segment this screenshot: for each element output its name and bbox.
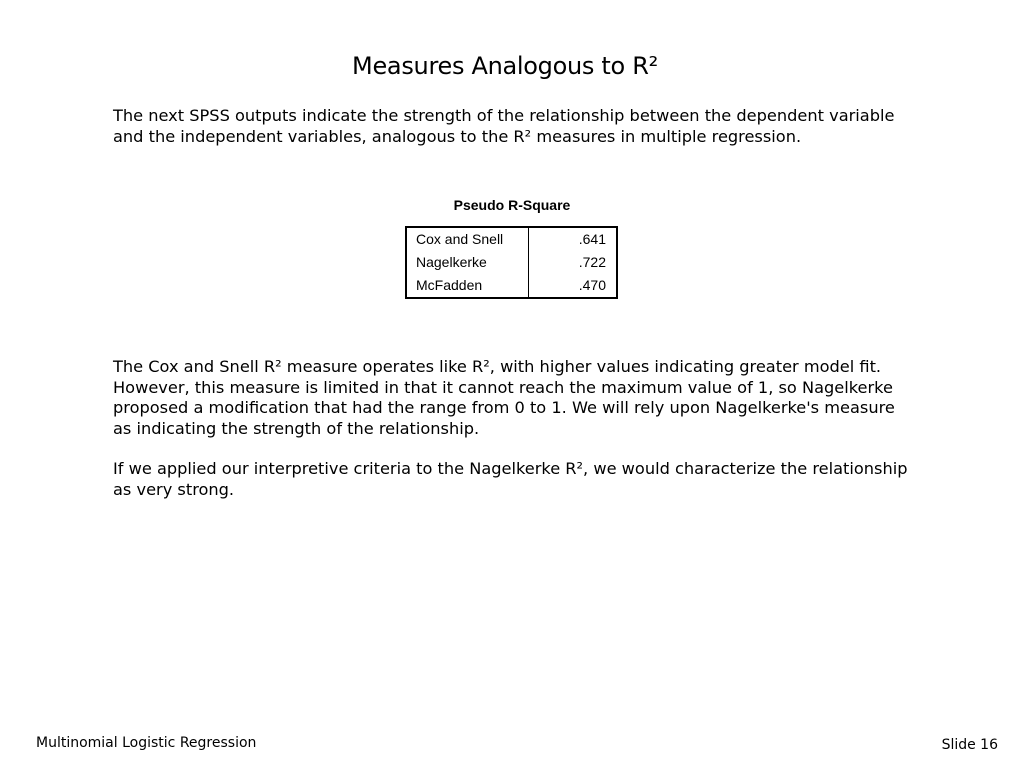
intro-paragraph: The next SPSS outputs indicate the strength of the relationship between the dependent variable and the independent variables, analogous to the R² measures in multiple regression.	[113, 106, 895, 146]
footer-slide-number: Slide 16	[941, 737, 998, 753]
row-label: Nagelkerke	[406, 251, 529, 274]
interpretation-paragraph: If we applied our interpretive criteria to the Nagelkerke R², we would characterize the relationship as very strong.	[113, 459, 908, 499]
pseudo-r-square-table	[405, 226, 618, 299]
row-value: .722	[578, 254, 606, 270]
footer-course-title: Multinomial Logistic Regression	[36, 735, 257, 751]
slide-title: Measures Analogous to R²	[352, 52, 658, 80]
table-row	[406, 274, 617, 298]
cox-snell-paragraph: The Cox and Snell R² measure operates like R², with higher values indicating greater model fit. However, this measure is limited in that it cannot reach the maximum value of 1, so Nagelkerke proposed a modification that had the range from 0 to 1. We will rely upon Nagelkerke's measure as indicating the strength of the relationship.	[113, 357, 895, 438]
row-value: .470	[578, 277, 606, 293]
table-row	[406, 227, 617, 251]
table-row	[406, 251, 617, 274]
row-label: Cox and Snell	[406, 227, 529, 251]
pseudo-r-square-title: Pseudo R-Square	[453, 197, 571, 213]
row-value: .641	[578, 231, 606, 247]
row-label: McFadden	[406, 274, 529, 298]
pseudo-r-square-output	[405, 196, 619, 299]
